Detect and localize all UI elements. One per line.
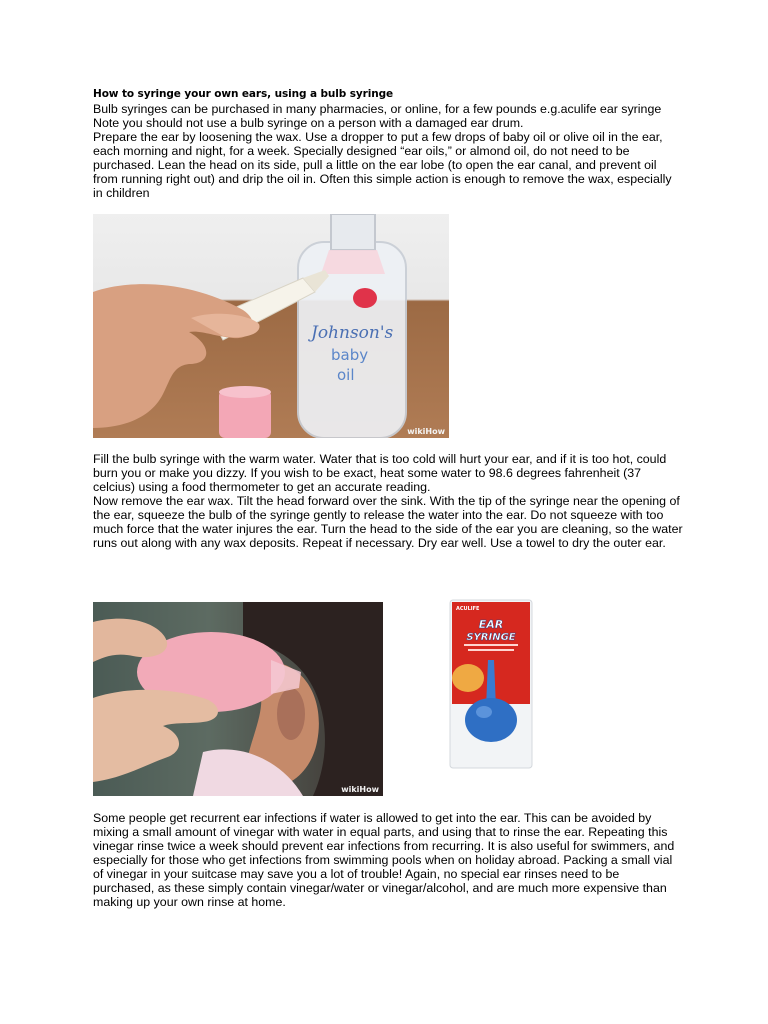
document-heading: How to syringe your own ears, using a bulb syringe bbox=[93, 88, 394, 100]
package-title-line2: SYRINGE bbox=[466, 632, 516, 643]
section-syringing bbox=[93, 452, 683, 550]
ear-syringing-photo bbox=[93, 602, 383, 796]
paragraph: Prepare the ear by loosening the wax. Use a dropper to put a few drops of baby oil or olive oil in the ear, each morning and night, for a week. Specially designed “ear oils,” or almond oil, do not need to be purchased. Lean the head on its side, pull a little on the ear lobe (to open the ear canal, and prevent oil from running right out) and drip the oil in. Often this simple action is enough to remove the wax, especially in children bbox=[93, 130, 672, 200]
ear-syringe-package-illustration bbox=[448, 598, 534, 770]
section-prevention bbox=[93, 811, 683, 909]
baby-oil-illustration bbox=[93, 214, 449, 438]
paragraph: Bulb syringes can be purchased in many pharmacies, or online, for a few pounds e.g.aculife ear syringe bbox=[93, 102, 662, 116]
watermark: wikiHow bbox=[341, 785, 379, 794]
section-preparation bbox=[93, 102, 683, 200]
oil-brand-text: Johnson's bbox=[311, 323, 394, 343]
ear-syringe-package-photo bbox=[448, 598, 534, 770]
package-brand-text: ACULIFE bbox=[456, 606, 480, 612]
paragraph: Some people get recurrent ear infections if water is allowed to get into the ear. This can be avoided by mixing a small amount of vinegar with water in equal parts, and using that to rinse the ear. Repeating this vinegar rinse twice a week should prevent ear infections from recurring. It is also useful for swimmers, and especially for those who get infections from swimming pools when on holiday abroad. Packing a small vial of vinegar in your suitcase may save you a lot of trouble! Again, no special ear rinses need to be purchased, as these simply contain vinegar/water or vinegar/alcohol, and are much more expensive than making up your own rinse at home. bbox=[93, 811, 675, 909]
paragraph: Fill the bulb syringe with the warm water. Water that is too cold will hurt your ear, and if it is too hot, could burn you or make you dizzy. If you wish to be exact, heat some water to 98.6 degrees fahrenheit (37 celcius) using a food thermometer to get an accurate reading. bbox=[93, 452, 667, 494]
baby-oil-dropper-photo bbox=[93, 214, 449, 438]
package-title-line1: EAR bbox=[478, 618, 504, 631]
watermark: wikiHow bbox=[407, 427, 445, 436]
ear-syringing-illustration bbox=[93, 602, 383, 796]
oil-line2-text: oil bbox=[337, 366, 355, 384]
paragraph: Now remove the ear wax. Tilt the head forward over the sink. With the tip of the syringe near the opening of the ear, squeeze the bulb of the syringe gently to release the water into the ear. Do not squeeze with too much force that the water injures the ear. Turn the head to the side of the ear you are cleaning, so the water runs out along with any wax deposits. Repeat if necessary. Dry ear well. Use a towel to dry the outer ear. bbox=[93, 494, 683, 550]
oil-line1-text: baby bbox=[331, 346, 369, 364]
paragraph: Note you should not use a bulb syringe on a person with a damaged ear drum. bbox=[93, 116, 524, 130]
